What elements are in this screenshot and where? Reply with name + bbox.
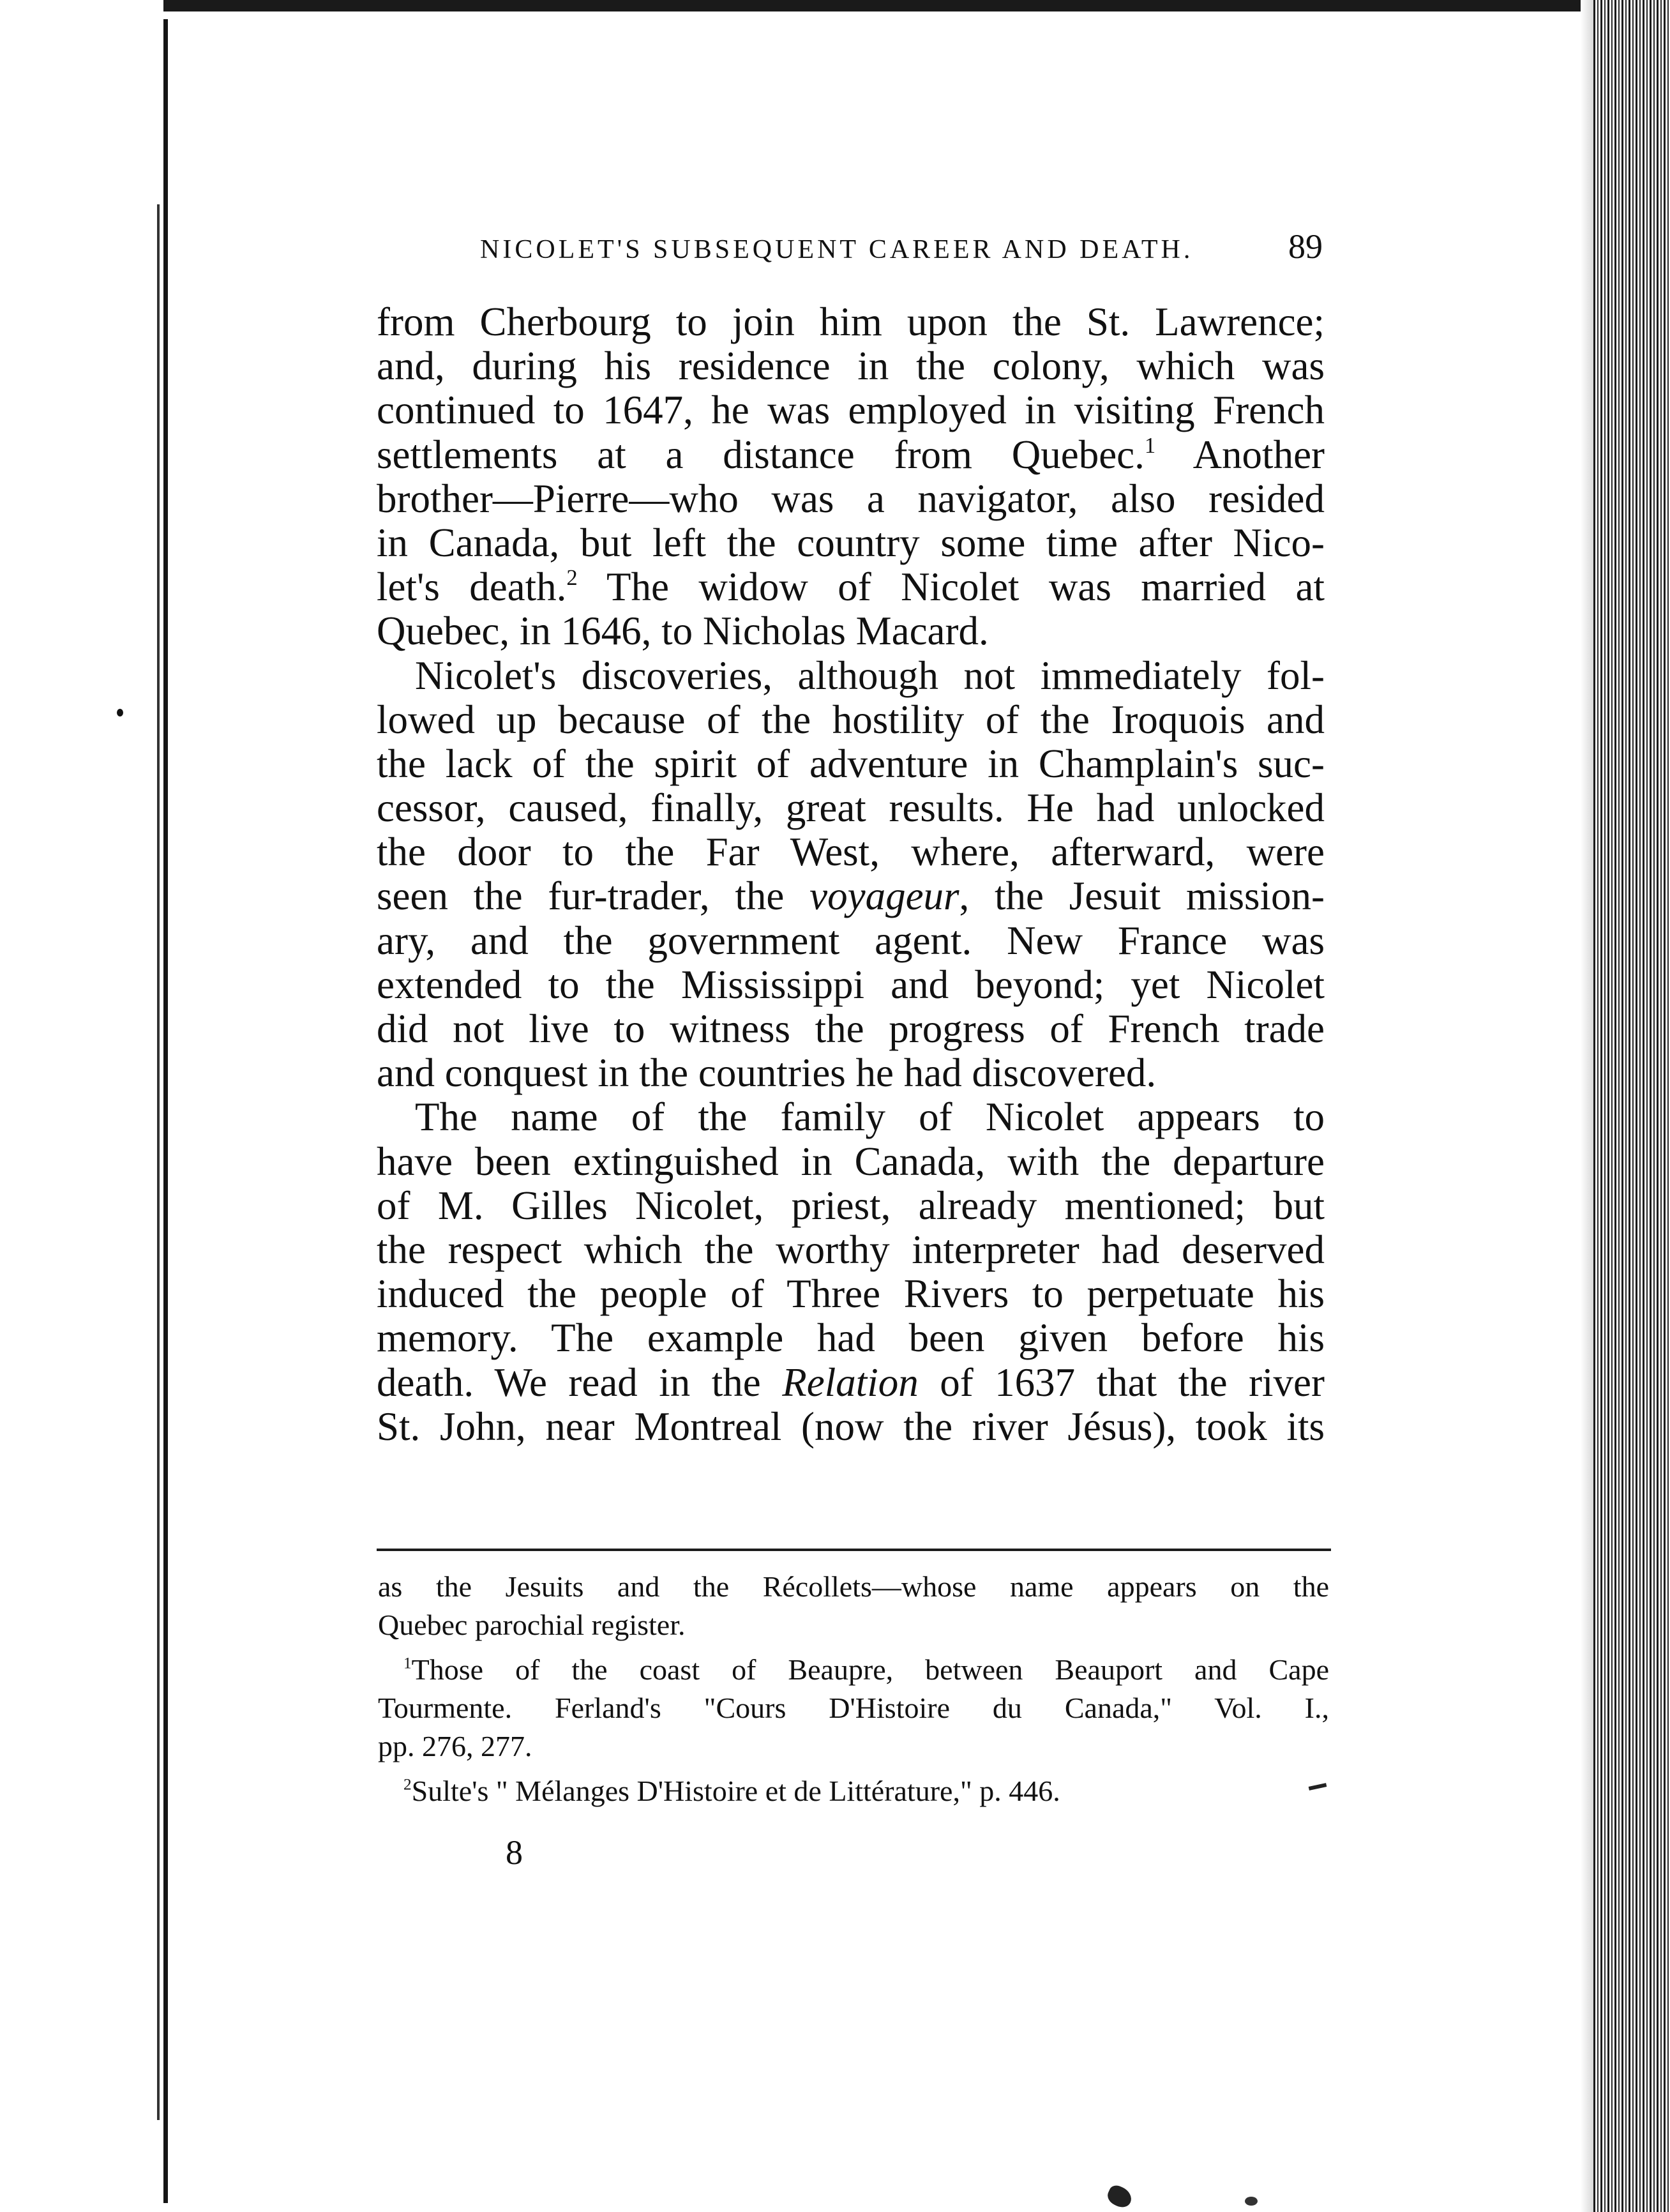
text-segment: Another xyxy=(1155,432,1325,477)
text-line: continued to 1647, he was employed in visiting French xyxy=(377,388,1325,433)
text-segment: let's death. xyxy=(377,564,567,610)
running-head xyxy=(480,227,1323,265)
footnote-line: Quebec parochial register. xyxy=(378,1609,686,1641)
page-number: 89 xyxy=(1288,227,1323,266)
text-segment: The widow of Nicolet was married at xyxy=(577,564,1325,610)
text-segment: , the Jesuit mission- xyxy=(959,874,1325,919)
scan-speck xyxy=(117,709,123,716)
text-line: lowed up because of the hostility of the Iroquois and xyxy=(377,697,1325,742)
footnote-rule xyxy=(377,1549,1331,1551)
text-line: and, during his residence in the colony, which was xyxy=(377,344,1325,389)
text-line: in Canada, but left the country some time after Nico- xyxy=(377,520,1325,565)
text-line xyxy=(377,565,1325,609)
footnote-text: Those of the coast of Beaupre, between Beauport and Cape xyxy=(411,1653,1329,1686)
binding-gutter xyxy=(163,19,168,2203)
footnote-line: pp. 276, 277. xyxy=(378,1730,532,1762)
text-line xyxy=(377,433,1325,477)
footnote-line: Tourmente. Ferland's "Cours D'Histoire du Canada," Vol. I., xyxy=(378,1692,1329,1724)
italic-title: Relation xyxy=(782,1360,919,1405)
text-line: induced the people of Three Rivers to perpetuate his xyxy=(377,1271,1325,1317)
page-edge-shadow xyxy=(1581,0,1593,2212)
signature-mark: 8 xyxy=(506,1833,523,1872)
paragraph-start: The name of the family of Nicolet appears to xyxy=(415,1095,1325,1140)
text-line: of M. Gilles Nicolet, priest, already mentioned; but xyxy=(377,1183,1325,1228)
footnote-text: Sulte's " Mélanges D'Histoire et de Littérature," p. 446. xyxy=(411,1775,1060,1807)
scan-smudge xyxy=(1104,2183,1134,2210)
text-line: Quebec, in 1646, to Nicholas Macard. xyxy=(377,609,989,654)
footnote-2 xyxy=(378,1772,1329,1810)
footnote-1 xyxy=(378,1651,1329,1689)
italic-term: voyageur xyxy=(809,874,959,919)
text-line: did not live to witness the progress of French trade xyxy=(377,1006,1325,1051)
scan-speck xyxy=(1245,2197,1258,2206)
text-line xyxy=(377,874,1325,918)
page-stack-edge xyxy=(1593,0,1670,2212)
text-line xyxy=(377,1361,1325,1405)
text-line: extended to the Mississippi and beyond; yet Nicolet xyxy=(377,962,1325,1007)
text-line: the lack of the spirit of adventure in Champlain's suc- xyxy=(377,741,1325,786)
text-line: memory. The example had been given before his xyxy=(377,1315,1325,1361)
body-text xyxy=(377,300,1325,1449)
running-title: NICOLET'S SUBSEQUENT CAREER AND DEATH. xyxy=(480,235,1194,264)
footnote-mark: 2 xyxy=(403,1775,412,1794)
text-line: from Cherbourg to join him upon the St. Lawrence; xyxy=(377,299,1325,344)
text-line: ary, and the government agent. New France was xyxy=(377,918,1325,963)
text-line: St. John, near Montreal (now the river Jésus), took its xyxy=(377,1404,1325,1449)
scan-top-edge xyxy=(163,0,1600,11)
text-segment: seen the fur-trader, the xyxy=(377,874,785,919)
binding-gutter-shadow xyxy=(157,204,160,2120)
text-segment: of 1637 that the river xyxy=(918,1360,1325,1405)
footnote-line: as the Jesuits and the Récollets—whose name appears on the xyxy=(378,1570,1329,1603)
text-line: and conquest in the countries he had discovered. xyxy=(377,1050,1157,1096)
paragraph-start: Nicolet's discoveries, although not immediately fol- xyxy=(415,653,1325,698)
text-segment: settlements at a distance from Quebec. xyxy=(377,432,1145,477)
text-line: the respect which the worthy interpreter had deserved xyxy=(377,1227,1325,1272)
text-line: the door to the Far West, where, afterward, were xyxy=(377,830,1325,875)
footnote-ref: 2 xyxy=(566,565,578,590)
footnotes xyxy=(378,1568,1329,1810)
footnote-mark: 1 xyxy=(403,1654,412,1672)
text-line: brother—Pierre—who was a navigator, also resided xyxy=(377,476,1325,521)
text-line: have been extinguished in Canada, with the departure xyxy=(377,1139,1325,1184)
text-line: cessor, caused, finally, great results. He had unlocked xyxy=(377,785,1325,831)
text-segment: death. We read in the xyxy=(377,1360,761,1405)
footnote-ref: 1 xyxy=(1144,433,1156,458)
